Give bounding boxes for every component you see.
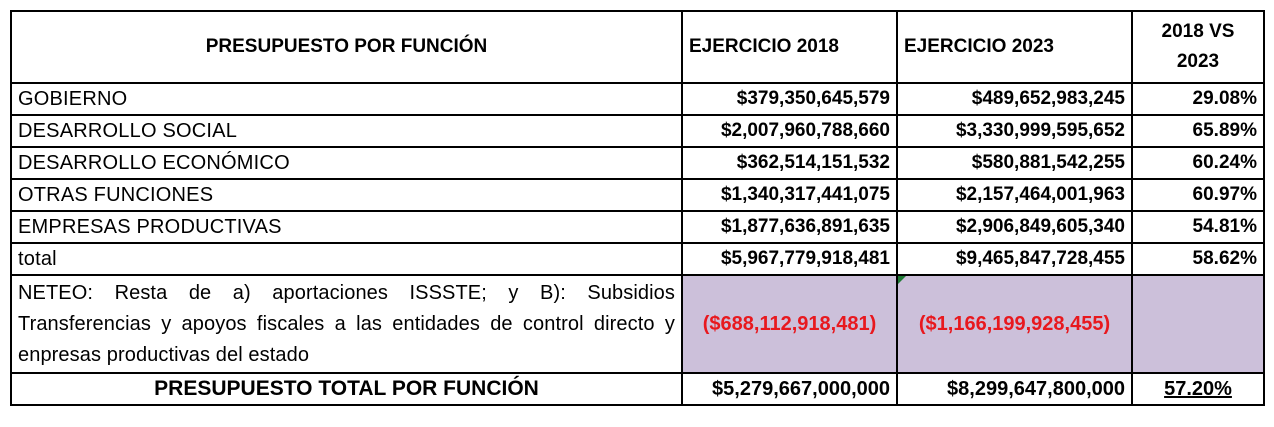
grand-total-label[interactable]: PRESUPUESTO TOTAL POR FUNCIÓN [11, 373, 682, 405]
function-label[interactable]: GOBIERNO [11, 83, 682, 115]
table-row [11, 115, 1264, 147]
grand-total-row [11, 373, 1264, 405]
neteo-value-2018[interactable]: ($688,112,918,481) [682, 275, 897, 373]
function-label[interactable]: DESARROLLO SOCIAL [11, 115, 682, 147]
function-label[interactable]: DESARROLLO ECONÓMICO [11, 147, 682, 179]
function-label[interactable]: total [11, 243, 682, 275]
header-row [11, 11, 1264, 83]
neteo-value-2023-cell[interactable] [897, 275, 1132, 373]
table-row [11, 147, 1264, 179]
value-2023[interactable]: $580,881,542,255 [897, 147, 1132, 179]
pct-change[interactable]: 29.08% [1132, 83, 1264, 115]
value-2023[interactable]: $9,465,847,728,455 [897, 243, 1132, 275]
pct-change[interactable]: 60.97% [1132, 179, 1264, 211]
value-2018[interactable]: $2,007,960,788,660 [682, 115, 897, 147]
table-row [11, 211, 1264, 243]
neteo-value-2023: ($1,166,199,928,455) [918, 313, 1111, 335]
pct-change[interactable]: 54.81% [1132, 211, 1264, 243]
grand-total-pct-cell[interactable] [1132, 373, 1264, 405]
function-label[interactable]: EMPRESAS PRODUCTIVAS [11, 211, 682, 243]
value-2018[interactable]: $1,340,317,441,075 [682, 179, 897, 211]
header-year-2018[interactable]: EJERCICIO 2018 [682, 11, 897, 83]
comment-indicator-icon [898, 276, 906, 284]
table-row-total [11, 243, 1264, 275]
pct-change[interactable]: 65.89% [1132, 115, 1264, 147]
value-2018[interactable]: $5,967,779,918,481 [682, 243, 897, 275]
table-row [11, 179, 1264, 211]
value-2023[interactable]: $489,652,983,245 [897, 83, 1132, 115]
budget-by-function-table [10, 10, 1265, 406]
value-2018[interactable]: $362,514,151,532 [682, 147, 897, 179]
value-2018[interactable]: $1,877,636,891,635 [682, 211, 897, 243]
header-function[interactable]: PRESUPUESTO POR FUNCIÓN [11, 11, 682, 83]
value-2023[interactable]: $2,157,464,001,963 [897, 179, 1132, 211]
value-2023[interactable]: $3,330,999,595,652 [897, 115, 1132, 147]
grand-total-pct: 57.20% [1164, 378, 1232, 400]
neteo-pct-empty[interactable] [1132, 275, 1264, 373]
header-year-2023[interactable]: EJERCICIO 2023 [897, 11, 1132, 83]
value-2023[interactable]: $2,906,849,605,340 [897, 211, 1132, 243]
value-2018[interactable]: $379,350,645,579 [682, 83, 897, 115]
pct-change[interactable]: 60.24% [1132, 147, 1264, 179]
pct-change[interactable]: 58.62% [1132, 243, 1264, 275]
header-comparison[interactable]: 2018 VS 2023 [1132, 11, 1264, 83]
grand-total-2018[interactable]: $5,279,667,000,000 [682, 373, 897, 405]
grand-total-2023[interactable]: $8,299,647,800,000 [897, 373, 1132, 405]
neteo-row [11, 275, 1264, 373]
neteo-description[interactable]: NETEO: Resta de a) aportaciones ISSSTE; y B): Subsidios Transferencias y apoyos fiscales a las entidades de control directo y enpresas productivas del estado [11, 275, 682, 373]
function-label[interactable]: OTRAS FUNCIONES [11, 179, 682, 211]
table-row [11, 83, 1264, 115]
